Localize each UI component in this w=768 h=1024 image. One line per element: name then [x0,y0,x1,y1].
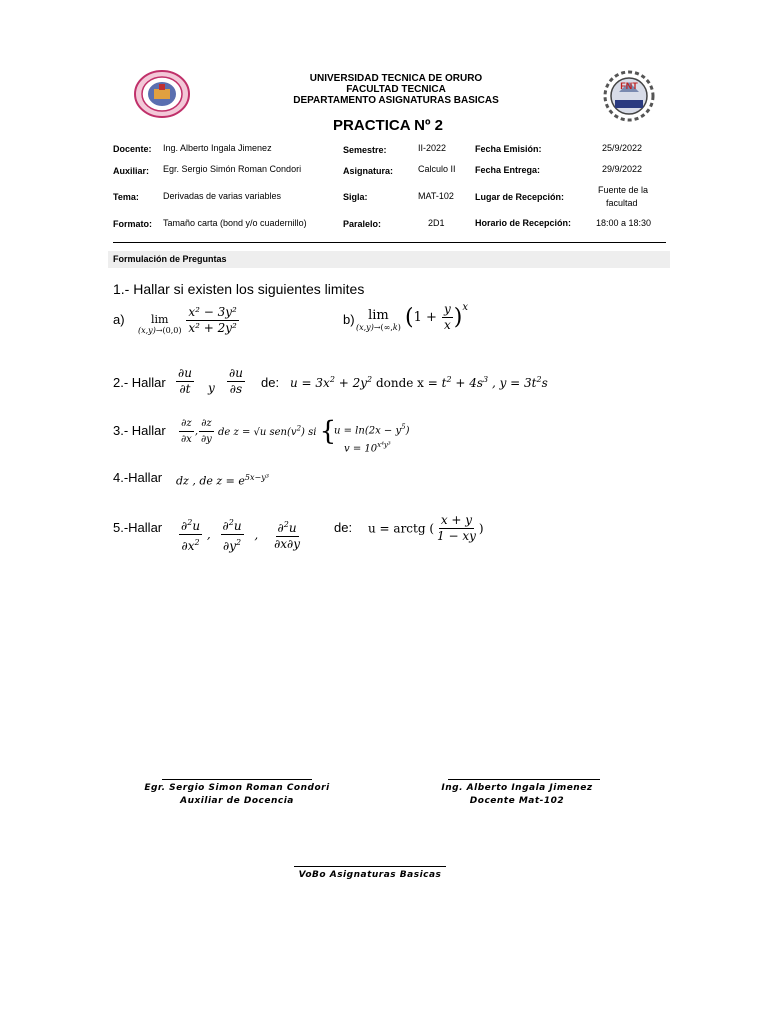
question-5: 5.-Hallar [113,520,163,535]
aux-signature-line [162,779,312,780]
question-4: 4.-Hallar [113,470,163,485]
lugar-label: Lugar de Recepción: [475,192,565,202]
question-2: 2.- Hallar [113,375,166,390]
limit-b-expression: lim (x,y)→(∞,k) (1 + $\frac{y}{x}$ )$^x$ [356,302,469,332]
section-label: Formulación de Preguntas [113,254,227,264]
question-1: 1.- Hallar si existen los siguientes limites [113,281,365,297]
aux-role: Auxiliar de Docencia [180,796,294,806]
semestre-label: Semestre: [343,145,387,155]
lugar-value-line1: Fuente de la [598,185,649,195]
question-2-y: y [208,381,215,395]
lugar-value-line2: facultad [606,198,638,208]
question-2-de: de: [261,375,280,390]
sigla-label: Sigla: [343,192,368,202]
vobo-label: VoBo Asignaturas Basicas [298,870,442,880]
horario-label: Horario de Recepción: [475,218,572,228]
tema-value: Derivadas de varias variables [163,191,282,201]
university-name: UNIVERSIDAD TECNICA DE ORURO [309,73,483,84]
department-name: DEPARTAMENTO ASIGNATURAS BASICAS [293,95,499,106]
divider [113,242,666,243]
faculty-name: FACULTAD TECNICA [346,84,446,95]
question-4-expression: dz , de $z = e^{5x-y^3}$ [176,473,269,488]
entrega-label: Fecha Entrega: [475,165,541,175]
horario-value: 18:00 a 18:30 [596,218,652,228]
emision-value: 25/9/2022 [602,143,643,153]
docente-value: Ing. Alberto Ingala Jimenez [163,143,272,153]
question-1b-label: b) [343,312,355,327]
paralelo-value: 2D1 [428,218,445,228]
tema-label: Tema: [113,192,139,202]
partial-u-s: $\frac{\partial u}{\partial s}$ [229,366,243,396]
auxiliar-value: Egr. Sergio Simón Roman Condori [163,164,302,174]
docente-label: Docente: [113,144,152,154]
faculty-logo-text: FNT [620,81,638,91]
asignatura-label: Asignatura: [343,166,394,176]
auxiliar-label: Auxiliar: [113,166,150,176]
sigla-value: MAT-102 [418,191,454,201]
question-3-expression: $\frac{\partial z}{\partial x}$ , $\frac{\partial z}{\partial y}$ de z = √u $sen(v^2)$ si { [181,416,337,447]
emision-label: Fecha Emisión: [475,144,542,154]
vobo-signature-line [294,866,446,867]
faculty-logo [601,70,657,122]
university-logo [134,70,190,118]
limit-a-expression: lim (x,y)→(0,0) $\frac{\text{x² − 3y²}}{\text{x² + 2y²}}$ [138,305,237,335]
doc-signature-line [448,779,600,780]
question-3-system: $u = \ln(2x - y^5)$ $v = 10^{x^4y^3}$ [334,423,410,455]
aux-name: Egr. Sergio Simon Roman Condori [144,783,330,793]
question-3: 3.- Hallar [113,423,166,438]
question-5-de: de: [334,520,353,535]
entrega-value: 29/9/2022 [602,164,643,174]
doc-role: Docente Mat-102 [469,796,565,806]
semestre-value: II-2022 [418,143,447,153]
doc-name: Ing. Alberto Ingala Jimenez [441,783,593,793]
question-1a-label: a) [113,312,125,327]
asignatura-value: Calculo II [418,164,456,174]
partial-u-t: $\frac{\partial u}{\partial t}$ [178,366,192,396]
formato-value: Tamaño carta (bond y/o cuadernillo) [163,218,307,228]
page-title: PRACTICA Nº 2 [333,117,443,134]
formato-label: Formato: [113,219,152,229]
paralelo-label: Paralelo: [343,219,382,229]
section-bar [108,251,670,268]
question-5-expression: u = arctg ( $\frac{x + y}{1 - xy}$ ) [368,513,484,543]
question-5-derivatives: $\frac{\partial^2u}{\partial x^2}$ , $\frac{\partial^2u}{\partial y^2}$ , $\frac{\partial^2u}{\partial x\partial y}$ [178,515,303,554]
question-2-expression: $u = 3x^2 + 2y^2$ donde $x = t^2 + 4s^3$ , $y = 3t^2s$ [290,375,548,390]
